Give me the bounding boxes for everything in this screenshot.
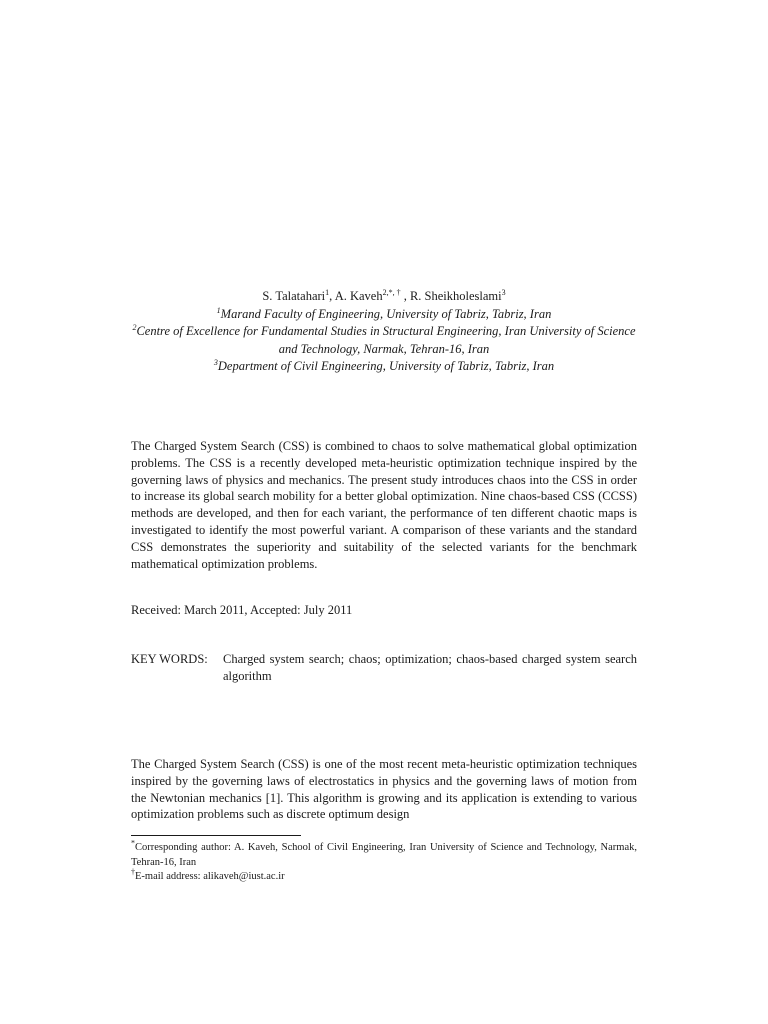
footnote [131, 867, 637, 885]
footnote-text: Corresponding author: A. Kaveh, School of Civil Engineering, Iran University of Science and Technology, Narmak, Tehran-16, Iran [131, 842, 637, 868]
affiliation-text: Marand Faculty of Engineering, University of Tabriz, Tabriz, Iran [220, 306, 552, 321]
author-name: S. Talatahari [262, 289, 326, 303]
affiliation [130, 306, 638, 324]
footnote-mark: † [131, 867, 135, 877]
received-dates: Received: March 2011, Accepted: July 2011 [131, 603, 353, 617]
author-name: A. Kaveh [334, 289, 383, 303]
author-affiliation-mark: 1 [325, 287, 330, 297]
keywords-text: Charged system search; chaos; optimization; chaos-based charged system search algorithm [223, 652, 637, 683]
footnotes [131, 838, 637, 885]
footnote-text: E-mail address: alikaveh@iust.ac.ir [135, 871, 285, 882]
affiliation-mark: 1 [216, 305, 221, 315]
author-separator: , [400, 289, 410, 303]
keywords-label: KEY WORDS: [131, 652, 208, 666]
affiliation-text: Centre of Excellence for Fundamental Studies in Structural Engineering, Iran University of Science and Technology, Narmak, Tehran-16, Iran [136, 324, 636, 356]
footnote-divider [131, 835, 301, 836]
affiliation [130, 358, 638, 376]
author-name: R. Sheikholeslami [409, 289, 502, 303]
introduction-paragraph: The Charged System Search (CSS) is one of the most recent meta-heuristic optimization techniques inspired by the governing laws of electrostatics in physics and the governing laws of motion from the Newtonian mechanics [1]. This algorithm is growing and its application is extending to various optimization problems such as discrete optimum design [131, 757, 637, 822]
author-list [130, 288, 638, 306]
affiliation-mark: 3 [213, 357, 218, 367]
affiliation [130, 323, 638, 358]
affiliation-text: Department of Civil Engineering, University of Tabriz, Tabriz, Iran [217, 359, 555, 373]
footnote-mark: * [131, 838, 135, 848]
title-block [130, 288, 638, 376]
footnote [131, 838, 637, 870]
abstract-paragraph: The Charged System Search (CSS) is combined to chaos to solve mathematical global optimization problems. The CSS is a recently developed meta-heuristic optimization technique inspired by the governing laws of physics and mechanics. The present study introduces chaos into the CSS in order to increase its global search mobility for a better global optimization. Nine chaos-based CSS (CCSS) methods are developed, and then for each variant, the performance of ten different chaotic maps is investigated to identify the most powerful variant. A comparison of these variants and the standard CSS demonstrates the superiority and suitability of the selected variants for the benchmark mathematical optimization problems. [131, 439, 637, 571]
author-affiliation-mark: 2,*, † [382, 287, 401, 297]
author-affiliation-mark: 3 [501, 287, 506, 297]
author-separator: , [329, 289, 335, 303]
affiliation-mark: 2 [132, 322, 137, 332]
keywords-block [131, 651, 637, 685]
